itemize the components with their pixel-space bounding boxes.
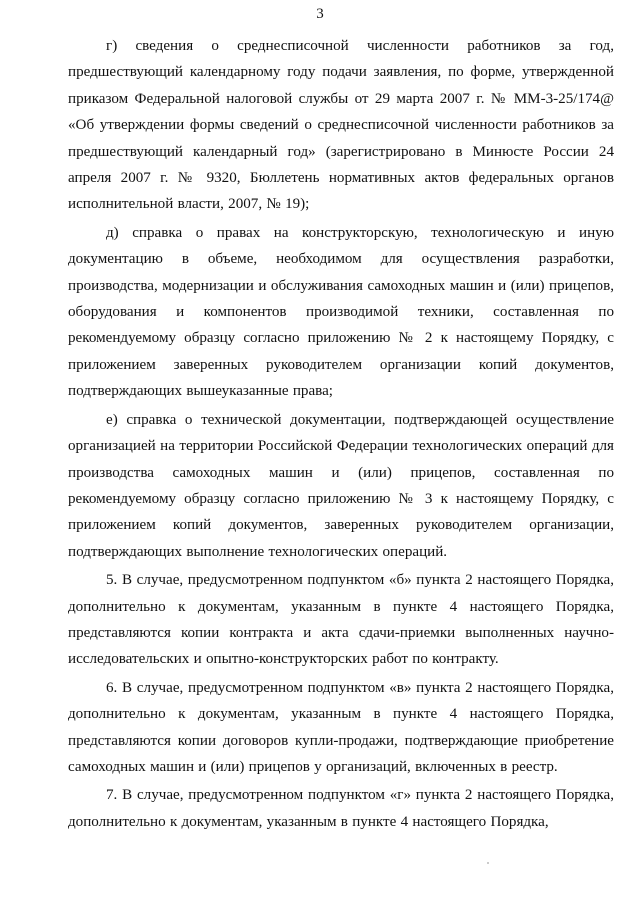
paragraph-subitem-d: д) справка о правах на конструкторскую, технологическую и иную документацию в объеме, необходимом для осуществления разработки, производства, модернизации и обслуживания самоходных машин и (или) прицепов, оборудования и компонентов производимой техники, составленная по рекомендуемому образцу согласно приложению № 2 к настоящему Порядку, с приложением заверенных руководителем организации копий документов, подтверждающих вышеуказанные права; bbox=[68, 224, 614, 400]
paragraph-item-5: 5. В случае, предусмотренном подпунктом «б» пункта 2 настоящего Порядка, дополнительно к документам, указанным в пункте 4 настоящего Порядка, представляются копии контракта и акта сдачи-приемки выполненных научно-исследовательских и опытно-конструкторских работ по контракту. bbox=[68, 572, 614, 668]
paragraph-item-6: 6. В случае, предусмотренном подпунктом «в» пункта 2 настоящего Порядка, дополнительно к документам, указанным в пункте 4 настоящего Порядка, представляются копии договоров купли-продажи, подтверждающие приобретение самоходных машин и (или) прицепов у организаций, включенных в реестр. bbox=[68, 679, 614, 775]
page-number: 3 bbox=[316, 6, 324, 22]
scan-speck bbox=[487, 862, 489, 864]
paragraph-item-7: 7. В случае, предусмотренном подпунктом «г» пункта 2 настоящего Порядка, дополнительно к документам, указанным в пункте 4 настоящего Порядка, bbox=[68, 787, 614, 830]
document-body bbox=[68, 33, 614, 837]
paragraph-subitem-e: е) справка о технической документации, подтверждающей осуществление организацией на территории Российской Федерации технологических операций для производства самоходных машин и (или) прицепов, составленная по рекомендуемому образцу согласно приложению № 3 к настоящему Порядку, с приложением копий документов, заверенных руководителем организации, подтверждающих выполнение технологических операций. bbox=[68, 411, 614, 560]
paragraph-subitem-g: г) сведения о среднесписочной численности работников за год, предшествующий календарному году подачи заявления, по форме, утвержденной приказом Федеральной налоговой службы от 29 марта 2007 г. № ММ-3-25/174@ «Об утверждении формы сведений о среднесписочной численности работников за предшествующий календарный год» (зарегистрировано в Минюсте России 24 апреля 2007 г. № 9320, Бюллетень нормативных актов федеральных органов исполнительной власти, 2007, № 19); bbox=[68, 38, 614, 213]
